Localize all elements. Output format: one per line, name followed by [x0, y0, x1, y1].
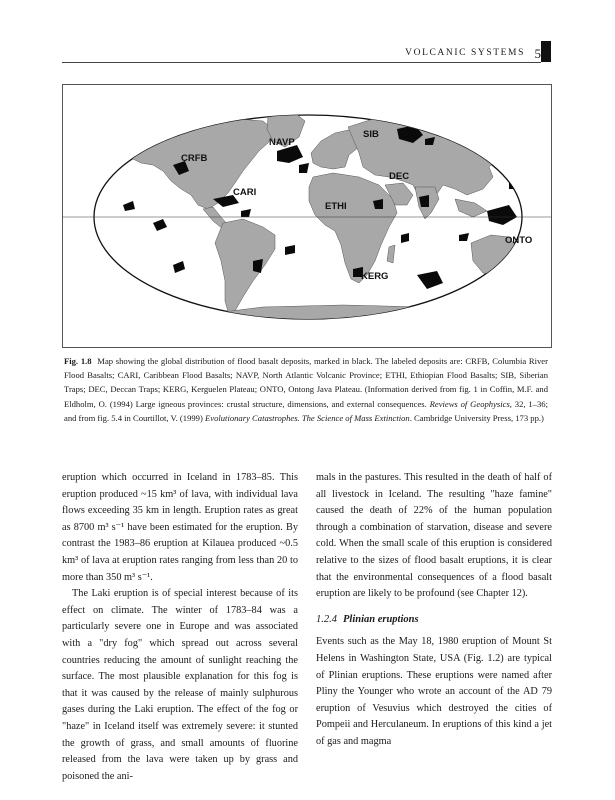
label-navp: NAVP	[269, 137, 295, 148]
label-sib: SIB	[363, 129, 379, 140]
section-title: Plinian eruptions	[343, 613, 419, 625]
figure-1-8-map	[62, 84, 552, 348]
caption-text-a: Map showing the global distribution of flood basalt deposits, marked in black. The labeled deposits are: CRFB, Columbia River Flood Basalts; CARI, Caribbean Flood Basalts; NAVP, North Atlantic Volcanic Province; ETHI, Ethiopian Flood Basalts; SIB, Siberian Traps; DEC, Deccan Traps; KERG, Kerguelen Plateau; ONTO, Ontong Java Plateau. (Information derived from fig. 1 in Coffin, M.F. and Eldholm, O. (1994) Large igneous provinces: crustal structure, dimensions, and external consequences.	[64, 356, 548, 409]
thumb-tab-marker	[541, 41, 551, 62]
right-column	[316, 470, 552, 751]
label-onto: ONTO	[505, 235, 533, 246]
body-paragraph: mals in the pastures. This resulted in the death of half of all livestock in Iceland. The resulting "haze famine" caused the death of 22% of the human population through a combination of starvation, disease and severe cold. When the small scale of this eruption is considered relative to the sizes of flood basalt eruptions, it is clear that the environmental consequences of a flood basalt eruption are likely to be profound (see Chapter 12).	[316, 472, 552, 600]
label-dec: DEC	[389, 171, 410, 182]
page-number: 5	[534, 46, 541, 61]
figure-caption	[64, 354, 548, 425]
section-number: 1.2.4	[316, 613, 337, 625]
left-column	[62, 470, 298, 785]
section-heading	[316, 612, 552, 629]
flood-basalt-world-map	[63, 85, 551, 347]
figure-label: Fig. 1.8	[64, 356, 92, 366]
caption-text-c: . Cambridge University Press, 173 pp.)	[409, 412, 544, 423]
caption-book: Evolutionary Catastrophes. The Science of Mass Extinction	[205, 412, 410, 423]
label-cari: CARI	[233, 187, 257, 198]
label-kerg: KERG	[361, 271, 389, 282]
caption-journal: Reviews of Geophysics	[429, 398, 510, 409]
body-paragraph: Events such as the May 18, 1980 eruption of Mount St Helens in Washington State, USA (Fig. 1.2) are typical of Plinian eruptions. These eruptions were named after Pliny the Younger who wrote an account of the AD 79 eruption of Vesuvius which destroyed the cities of Pompeii and Herculaneum. In eruptions of this kind a jet of gas and magma	[316, 636, 552, 747]
caption-text-b: , 32, 1–36; and from fig. 5.4 in Courtillot, V. (1999)	[64, 398, 548, 423]
running-header	[62, 48, 541, 63]
body-paragraph: eruption which occurred in Iceland in 1783–85. This eruption produced ~15 km³ of lava, with individual lava flows exceeding 35 km in length. Eruption rates as great as 8700 m³ s⁻¹ have been estimated for the eruption. By contrast the 1983–86 eruption at Kilauea produced ~0.5 km³ of lava at eruption rates ranging from less than 20 to more than 350 m³ s⁻¹.	[62, 472, 298, 583]
label-ethi: ETHI	[325, 201, 347, 212]
label-crfb: CRFB	[181, 153, 208, 164]
running-header-title: VOLCANIC SYSTEMS	[405, 48, 525, 58]
body-paragraph: The Laki eruption is of special interest because of its effect on climate. The winter of 1783–84 was a particularly severe one in Europe and was associated with a "dry fog" which spread out across several countries reducing the amount of sunlight reaching the surface. The most plausible explanation for this fog is that it was caused by the release of mainly sulphurous gases during the Laki eruption. The effect of the fog or "haze" in Iceland itself was extremely severe: it stunted the growth of grass, and small amounts of fluorine released from the lava were taken up by grass and poisoned the ani-	[62, 588, 298, 782]
